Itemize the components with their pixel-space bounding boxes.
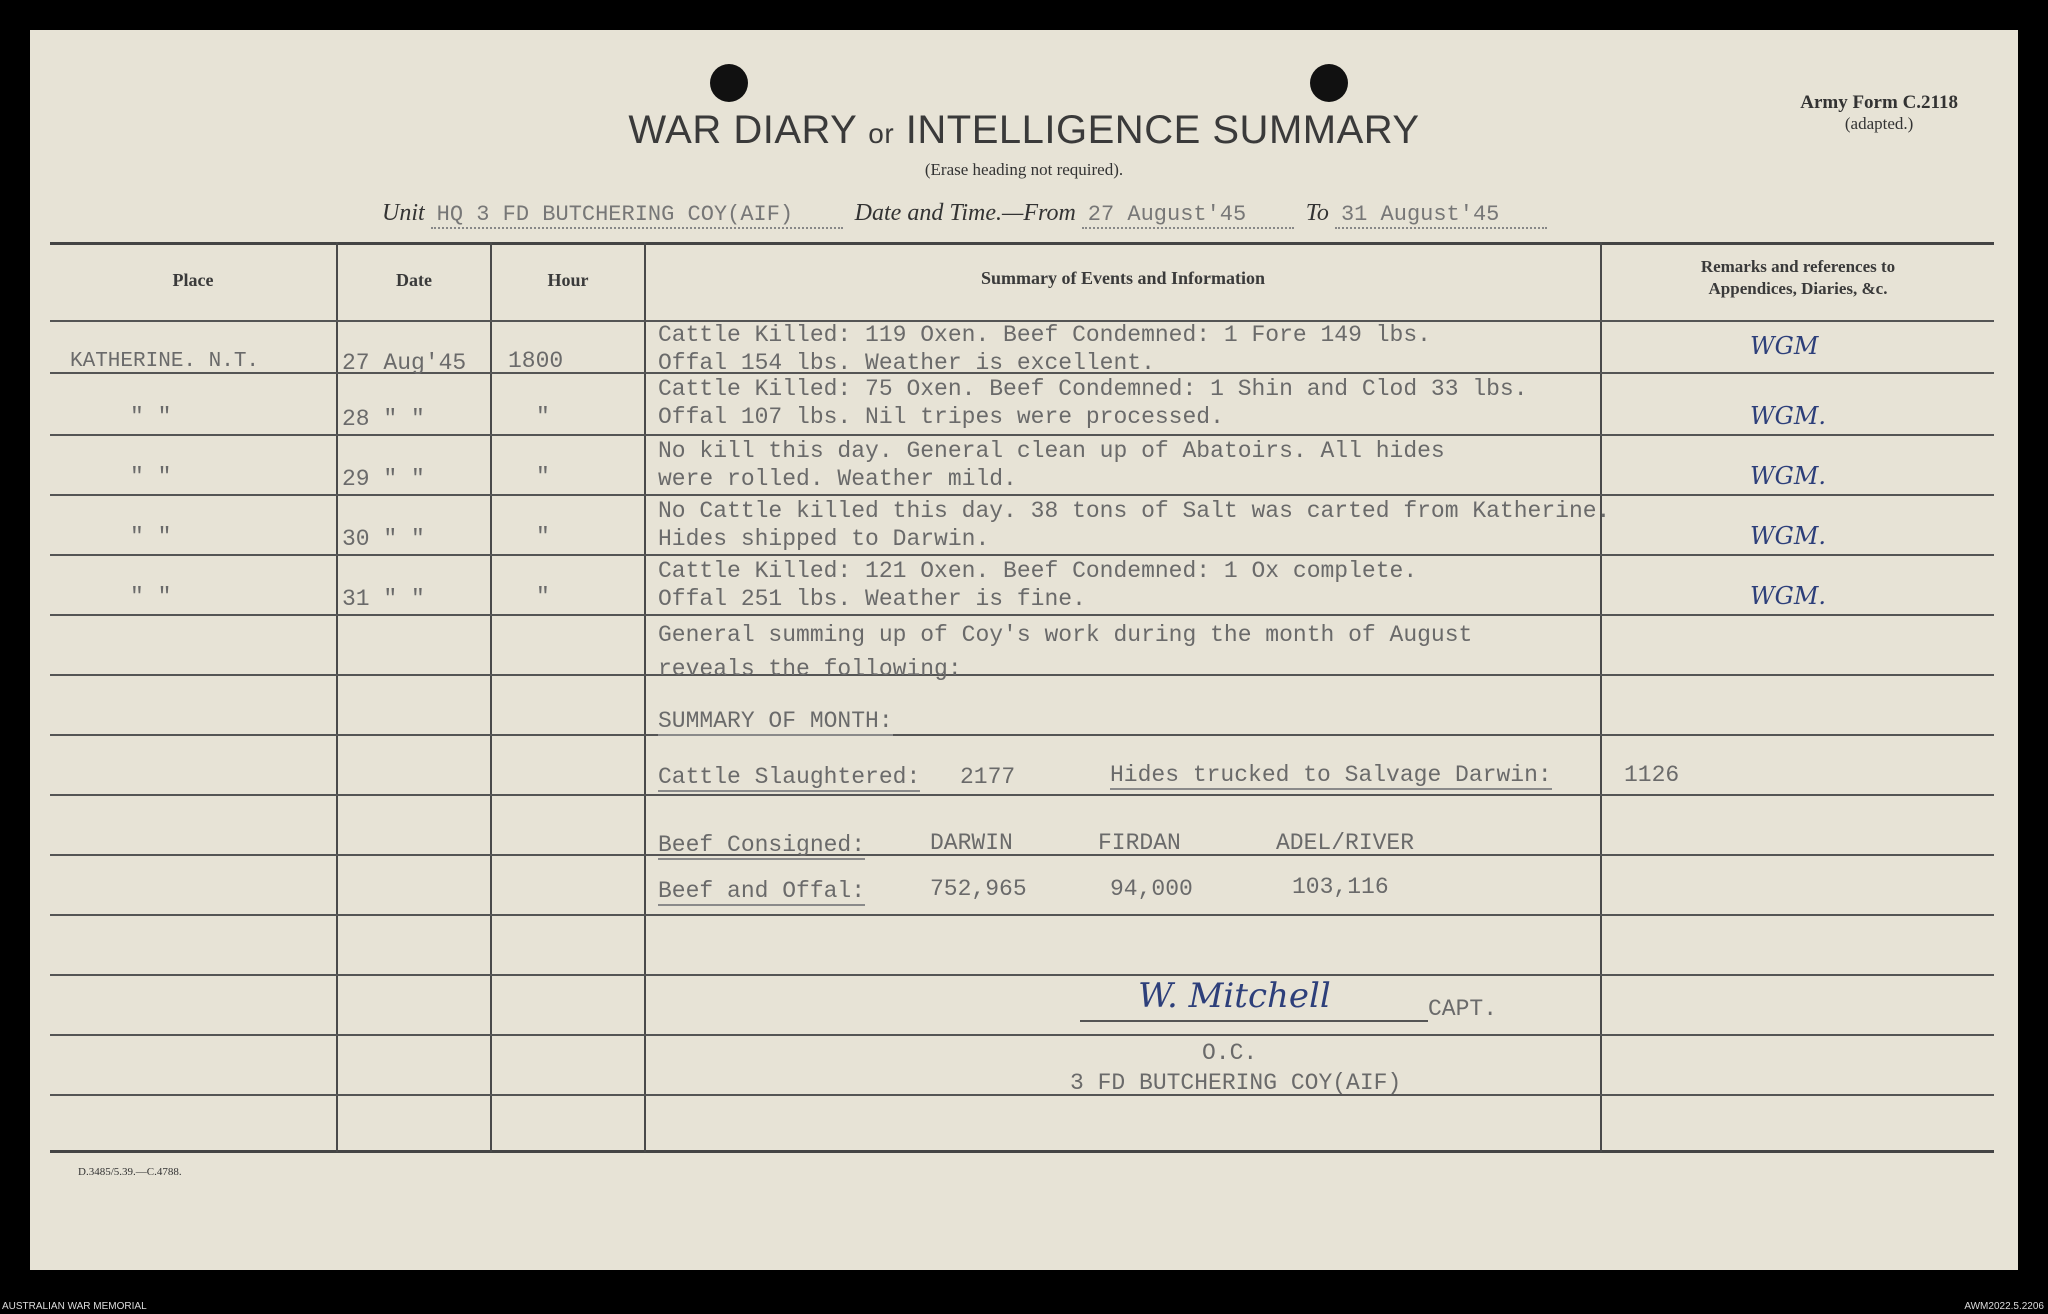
entry-place: " " xyxy=(130,464,172,490)
signature-rank: CAPT. xyxy=(1428,996,1498,1022)
title-intelligence-summary: INTELLIGENCE SUMMARY xyxy=(905,108,1420,152)
army-form-adapted: (adapted.) xyxy=(1844,114,1914,133)
entry-place: " " xyxy=(130,584,172,610)
hides-trucked-label: Hides trucked to Salvage Darwin: xyxy=(1110,762,1552,788)
row-rule xyxy=(50,434,1994,436)
hides-trucked-value: 1126 xyxy=(1624,762,1680,788)
header-remarks xyxy=(1602,256,1994,300)
entry-initials: WGM. xyxy=(1750,582,1827,610)
row-rule xyxy=(50,854,1994,856)
header-remarks-line1: Remarks and references to xyxy=(1700,257,1896,276)
cattle-slaughtered-value: 2177 xyxy=(960,764,1016,790)
entry-initials: WGM xyxy=(1750,332,1819,360)
entry-hour: " xyxy=(536,584,550,610)
row-rule xyxy=(50,1034,1994,1036)
to-label: To xyxy=(1305,200,1329,226)
col-divider-summary xyxy=(1600,242,1602,1152)
summary-intro-line1: General summing up of Coy's work during the month of August xyxy=(658,622,1473,648)
entry-line2: Offal 251 lbs. Weather is fine. xyxy=(658,586,1086,612)
table-bottom-rule xyxy=(50,1150,1994,1153)
destination-adel-river: ADEL/RIVER xyxy=(1276,830,1415,856)
entry-line1: Cattle Killed: 121 Oxen. Beef Condemned: 1 Ox complete. xyxy=(658,558,1418,584)
entry-line2: Hides shipped to Darwin. xyxy=(658,526,990,552)
row-rule xyxy=(50,914,1994,916)
header-summary: Summary of Events and Information xyxy=(980,268,1266,288)
entry-line1: No Cattle killed this day. 38 tons of Salt was carted from Katherine. xyxy=(658,498,1611,524)
beef-offal-label: Beef and Offal: xyxy=(658,878,866,904)
date-label: Date and Time.—From xyxy=(854,200,1076,226)
entry-initials: WGM. xyxy=(1750,522,1827,550)
col-divider-hour xyxy=(644,242,646,1152)
entry-hour: " xyxy=(536,524,550,550)
form-subtitle: (Erase heading not required). xyxy=(924,160,1124,179)
row-rule xyxy=(50,614,1994,616)
col-divider-date xyxy=(490,242,492,1152)
row-rule xyxy=(50,794,1994,796)
entry-date: 29 " " xyxy=(342,466,425,492)
header-remarks-line2: Appendices, Diaries, &c. xyxy=(1708,279,1888,298)
signature-role: O.C. xyxy=(1202,1040,1258,1066)
row-rule xyxy=(50,734,1994,736)
entry-initials: WGM. xyxy=(1750,402,1827,430)
print-reference: D.3485/5.39.—C.4788. xyxy=(78,1166,182,1178)
title-or: or xyxy=(868,118,895,149)
entry-hour: " xyxy=(536,404,550,430)
beef-offal-adel-river: 103,116 xyxy=(1292,874,1389,900)
row-rule xyxy=(50,494,1994,496)
war-diary-form xyxy=(30,30,2018,1270)
entry-line2: were rolled. Weather mild. xyxy=(658,466,1017,492)
entry-date: 30 " " xyxy=(342,526,425,552)
entry-place: " " xyxy=(130,524,172,550)
row-rule xyxy=(50,674,1994,676)
beef-offal-firdan: 94,000 xyxy=(1110,876,1193,902)
entry-place: KATHERINE. N.T. xyxy=(70,350,260,373)
summary-heading: SUMMARY OF MONTH: xyxy=(658,708,893,734)
col-divider-place xyxy=(336,242,338,1152)
entry-date: 31 " " xyxy=(342,586,425,612)
row-rule xyxy=(50,1094,1994,1096)
punch-hole-right xyxy=(1310,64,1348,102)
signature: W. Mitchell xyxy=(1138,976,1331,1016)
date-to: 31 August'45 xyxy=(1335,202,1547,229)
form-title xyxy=(30,108,2018,153)
row-rule xyxy=(50,974,1994,976)
title-war-diary: WAR DIARY xyxy=(628,108,857,152)
signature-line xyxy=(1080,1020,1428,1022)
entry-line1: No kill this day. General clean up of Abatoirs. All hides xyxy=(658,438,1445,464)
punch-hole-left xyxy=(710,64,748,102)
signature-unit: 3 FD BUTCHERING COY(AIF) xyxy=(1070,1070,1402,1096)
entry-date: 28 " " xyxy=(342,406,425,432)
entry-place: " " xyxy=(130,404,172,430)
summary-intro-line2: reveals the following: xyxy=(658,656,962,682)
army-form-number xyxy=(1800,92,1958,134)
footer-archive-name: AUSTRALIAN WAR MEMORIAL xyxy=(2,1301,147,1312)
entry-hour: " xyxy=(536,464,550,490)
unit-label: Unit xyxy=(382,200,425,226)
header-hour: Hour xyxy=(547,270,589,290)
entry-line2: Offal 154 lbs. Weather is excellent. xyxy=(658,350,1155,376)
entry-line1: Cattle Killed: 75 Oxen. Beef Condemned: 1 Shin and Clod 33 lbs. xyxy=(658,376,1528,402)
entry-hour: 1800 xyxy=(508,348,564,374)
destination-darwin: DARWIN xyxy=(930,830,1013,856)
unit-value: HQ 3 FD BUTCHERING COY(AIF) xyxy=(431,202,843,229)
destination-firdan: FIRDAN xyxy=(1098,830,1181,856)
entry-date: 27 Aug'45 xyxy=(342,350,467,376)
entry-line2: Offal 107 lbs. Nil tripes were processed. xyxy=(658,404,1224,430)
entry-line1: Cattle Killed: 119 Oxen. Beef Condemned: 1 Fore 149 lbs. xyxy=(658,322,1431,348)
cattle-slaughtered-label: Cattle Slaughtered: xyxy=(658,764,921,790)
army-form-label: Army Form C.2118 xyxy=(1800,92,1958,113)
entry-initials: WGM. xyxy=(1750,462,1827,490)
header-date: Date xyxy=(396,270,432,290)
row-rule xyxy=(50,554,1994,556)
date-from: 27 August'45 xyxy=(1082,202,1294,229)
beef-offal-darwin: 752,965 xyxy=(930,876,1027,902)
footer-accession-number: AWM2022.5.2206 xyxy=(1964,1301,2044,1312)
beef-consigned-label: Beef Consigned: xyxy=(658,832,866,858)
table-top-rule xyxy=(50,242,1994,245)
unit-date-line xyxy=(382,200,1682,229)
header-place: Place xyxy=(172,270,214,290)
